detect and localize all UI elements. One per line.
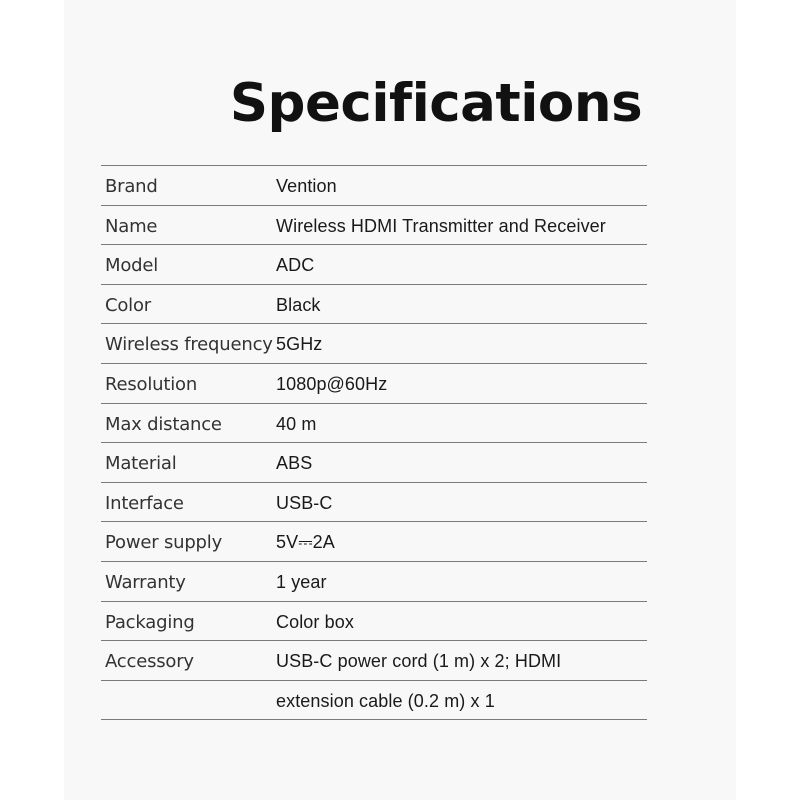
spec-value: 40 m — [276, 413, 317, 434]
spec-row-color — [101, 285, 647, 325]
spec-label: Max distance — [105, 413, 222, 435]
spec-row-max-distance — [101, 404, 647, 444]
spec-row-accessory — [101, 641, 647, 681]
spec-row-warranty — [101, 562, 647, 602]
spec-row-packaging — [101, 602, 647, 642]
spec-value: Wireless HDMI Transmitter and Receiver — [276, 215, 606, 236]
spec-value: USB-C — [276, 492, 333, 513]
spec-label: Color — [105, 294, 151, 316]
spec-label: Packaging — [105, 611, 195, 633]
spec-value: 5V⎓2A — [276, 532, 335, 553]
spec-label: Brand — [105, 176, 158, 197]
spec-value: 1080p@60Hz — [276, 373, 388, 394]
spec-label: Name — [105, 215, 158, 237]
spec-label: Material — [105, 453, 177, 475]
spec-label: Resolution — [105, 373, 198, 395]
spec-label: Power supply — [105, 532, 223, 554]
spec-value: Black — [276, 294, 321, 315]
spec-value: ADC — [276, 255, 315, 276]
spec-row-brand — [101, 166, 647, 206]
spec-row-power-supply — [101, 522, 647, 562]
spec-value: Color box — [276, 611, 354, 632]
spec-row-interface — [101, 483, 647, 523]
spec-value: 1 year — [276, 571, 327, 592]
spec-value: 5GHz — [276, 334, 323, 355]
spec-value: USB-C power cord (1 m) x 2; HDMI — [276, 651, 562, 672]
spec-label: Warranty — [105, 571, 186, 593]
spec-label: Wireless frequency — [105, 334, 273, 356]
spec-value: ABS — [276, 453, 313, 474]
spec-value: Vention — [276, 176, 337, 196]
spec-row-accessory-continued — [101, 681, 647, 721]
spec-row-wireless-frequency — [101, 324, 647, 364]
spec-label: Accessory — [105, 651, 194, 673]
spec-label: Model — [105, 255, 159, 277]
spec-table — [101, 165, 647, 720]
spec-row-model — [101, 245, 647, 285]
spec-label: Interface — [105, 492, 184, 514]
spec-value-continued: extension cable (0.2 m) x 1 — [276, 690, 495, 711]
spec-row-material — [101, 443, 647, 483]
page-title: Specifications — [229, 73, 643, 134]
spec-row-resolution — [101, 364, 647, 404]
spec-row-name — [101, 206, 647, 246]
